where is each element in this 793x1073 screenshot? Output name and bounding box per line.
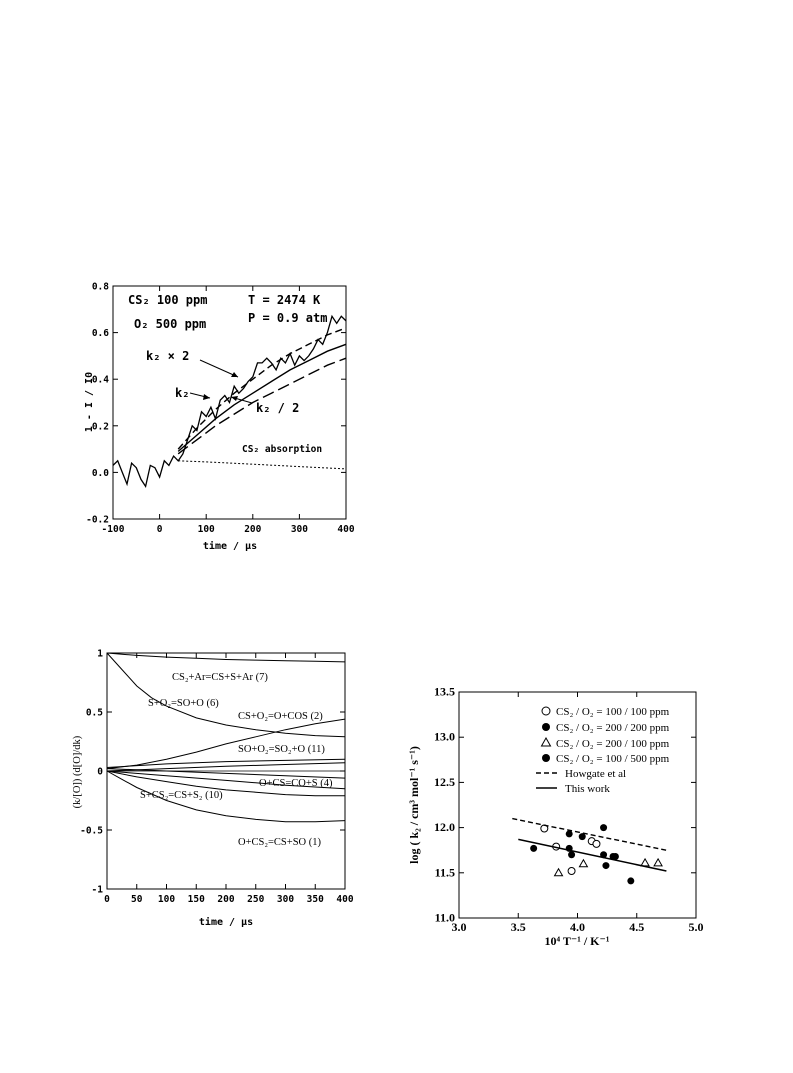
annotation-k2: k₂ <box>175 386 190 400</box>
y-tick-label: 13.5 <box>434 684 455 699</box>
annotation-pressure: P = 0.9 atm <box>248 311 328 325</box>
annotation-cs2-absorption: CS₂ absorption <box>242 444 323 455</box>
annotation-temperature: T = 2474 K <box>248 293 321 307</box>
data-point-filled-circle <box>579 833 586 840</box>
y-tick-label: 0.8 <box>91 281 109 293</box>
y-tick-label: -1 <box>91 884 103 896</box>
legend-marker-open-triangle <box>542 738 551 746</box>
annotation-cs2-concentration: CS₂ 100 ppm <box>128 293 208 307</box>
x-tick-label: 400 <box>336 894 354 905</box>
label-reaction-4: O+CS=CO+S (4) <box>259 778 333 789</box>
series-cs2-absorption <box>178 461 346 469</box>
legend-marker-filled-circle-2 <box>542 754 550 762</box>
label-reaction-2: CS+O₂=O+COS (2) <box>238 711 323 722</box>
y-tick-label: 0.5 <box>85 707 103 719</box>
data-point-filled-circle <box>568 851 575 858</box>
x-tick-label: 100 <box>197 524 215 535</box>
top-y-axis-label: 1 - I / I0 <box>84 371 95 433</box>
sensitivity-curve-1 <box>107 653 345 737</box>
arrhenius-legend <box>536 706 670 795</box>
y-tick-label: 12.5 <box>434 774 455 789</box>
label-reaction-1: O+CS₂=CS+SO (1) <box>238 837 321 848</box>
sensitivity-y-axis-label: (k/[O]) (d[O]/dk) <box>72 735 83 809</box>
y-tick-label: 13.0 <box>434 729 455 744</box>
arrhenius-y-axis-label: log ( k₂ / cm³ mol⁻¹ s⁻¹) <box>407 746 421 864</box>
y-tick-label: 0.4 <box>91 374 109 386</box>
legend-entry-200-100: CS₂ / O₂ = 200 / 100 ppm <box>556 738 670 750</box>
label-reaction-7: CS₂+Ar=CS+S+Ar (7) <box>172 672 268 683</box>
y-tick-label: 11.5 <box>434 865 455 880</box>
legend-entry-200-200: CS₂ / O₂ = 200 / 200 ppm <box>556 722 670 734</box>
top-x-axis-label: time / μs <box>202 541 258 552</box>
top-chart-series <box>113 316 346 486</box>
x-tick-label: 4.5 <box>629 920 645 934</box>
series-measured <box>113 316 346 486</box>
x-tick-label: 150 <box>187 894 205 905</box>
x-tick-label: 400 <box>337 524 355 535</box>
data-point-filled-circle <box>627 877 634 884</box>
x-tick-label: 0 <box>104 894 110 905</box>
arrhenius-chart-series <box>512 819 666 885</box>
arrowhead-k2 <box>203 394 210 400</box>
top-chart <box>84 282 355 553</box>
x-tick-label: -100 <box>101 524 125 535</box>
y-tick-label: -0.2 <box>86 514 109 526</box>
y-tick-label: 1 <box>97 648 103 660</box>
y-tick-label: 0.0 <box>91 467 109 479</box>
legend-entry-this-work: This work <box>565 783 610 795</box>
arrow-k2x2 <box>200 360 238 377</box>
data-point-open-circle <box>593 840 600 847</box>
legend-marker-filled-circle <box>542 723 550 731</box>
y-tick-label: 0 <box>97 766 103 778</box>
data-point-filled-circle <box>602 862 609 869</box>
legend-entry-100-100: CS₂ / O₂ = 100 / 100 ppm <box>556 706 670 718</box>
x-tick-label: 0 <box>156 524 163 535</box>
x-tick-label: 300 <box>290 524 308 535</box>
arrhenius-x-axis-label: 10⁴ T⁻¹ / K⁻¹ <box>544 934 610 948</box>
x-tick-label: 350 <box>306 894 324 905</box>
x-tick-label: 200 <box>244 524 262 535</box>
annotation-k2-half: k₂ / 2 <box>256 401 300 415</box>
x-tick-label: 50 <box>131 894 143 905</box>
annotation-k2-times-2: k₂ × 2 <box>146 349 190 363</box>
x-tick-label: 300 <box>276 894 295 905</box>
x-tick-label: 100 <box>157 894 176 905</box>
x-tick-label: 5.0 <box>688 920 704 934</box>
data-point-open-triangle <box>555 869 563 876</box>
y-tick-label: 12.0 <box>434 820 455 835</box>
y-tick-label: 11.0 <box>434 910 455 925</box>
x-tick-label: 3.0 <box>451 920 467 934</box>
data-point-open-triangle <box>641 859 649 866</box>
y-tick-label: -0.5 <box>80 825 103 837</box>
x-tick-label: 4.0 <box>570 920 585 934</box>
arrhenius-chart <box>407 685 704 949</box>
data-point-open-circle <box>568 867 575 874</box>
legend-entry-howgate: Howgate et al <box>565 768 627 780</box>
label-reaction-10: S+CS₂=CS+S₂ (10) <box>140 790 223 801</box>
legend-marker-open-circle <box>542 707 550 715</box>
data-point-open-triangle <box>654 859 662 866</box>
y-tick-label: 0.2 <box>91 421 109 433</box>
arrowhead-k2-half <box>231 396 238 401</box>
annotation-o2-concentration: O₂ 500 ppm <box>134 317 207 331</box>
label-reaction-11: SO+O₂=SO₂+O (11) <box>238 744 325 755</box>
data-point-filled-circle <box>600 824 607 831</box>
sensitivity-x-axis-label: time / μs <box>198 917 254 928</box>
x-tick-label: 250 <box>247 894 265 905</box>
data-point-filled-circle <box>530 845 537 852</box>
sensitivity-chart <box>72 649 354 929</box>
x-tick-label: 200 <box>217 894 235 905</box>
x-tick-label: 3.5 <box>510 920 526 934</box>
label-reaction-6: S+O₂=SO+O (6) <box>148 698 219 709</box>
legend-entry-100-500: CS₂ / O₂ = 100 / 500 ppm <box>556 753 670 765</box>
data-point-open-triangle <box>579 860 587 867</box>
series-k2-times-2 <box>178 328 346 449</box>
y-tick-label: 0.6 <box>91 328 109 340</box>
